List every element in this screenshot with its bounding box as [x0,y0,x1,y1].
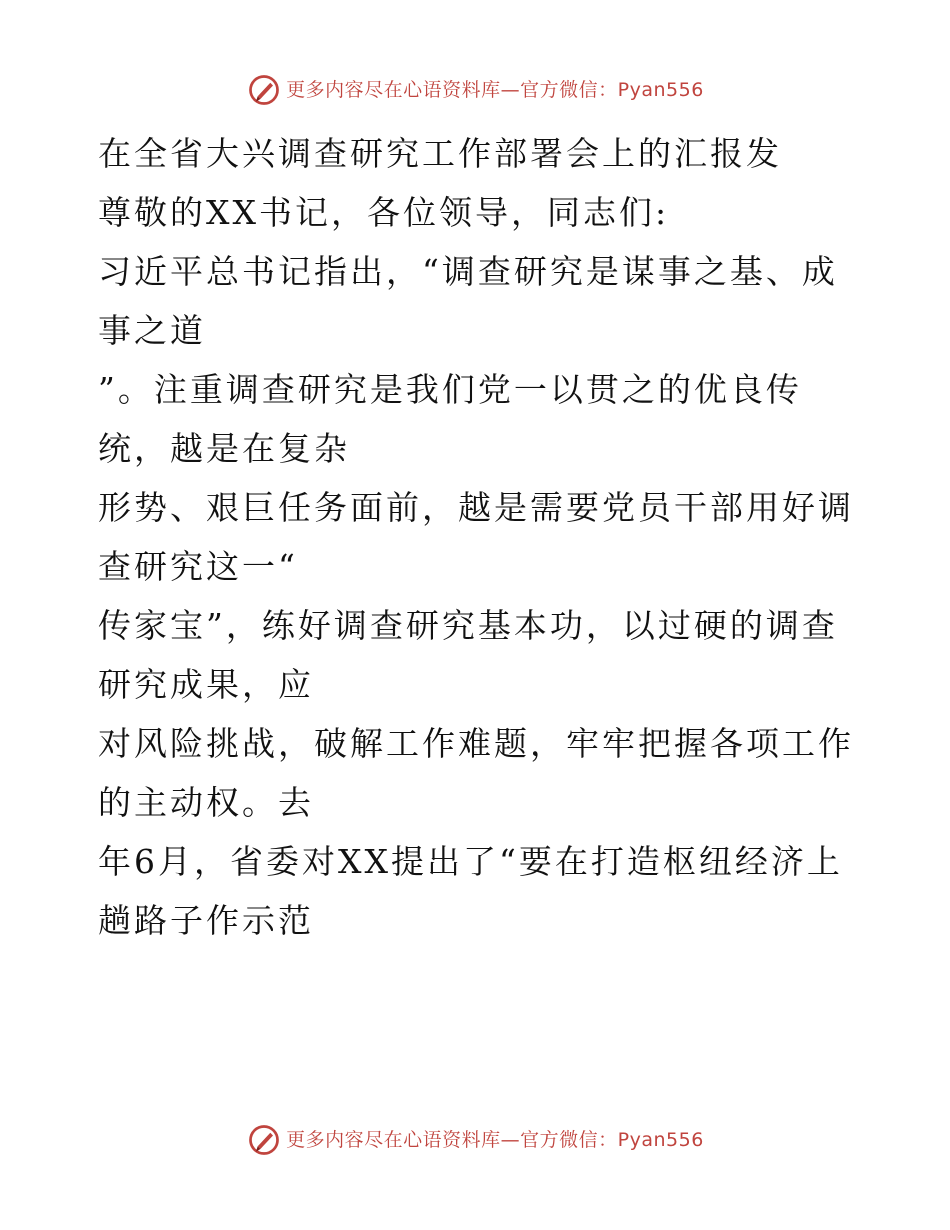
body-line: 形势、艰巨任务面前，越是需要党员干部用好调 [98,488,854,527]
body-line: 的主动权。去 [98,783,314,822]
watermark-text: 更多内容尽在心语资料库—官方微信：Pyan556 [286,78,704,101]
body-line: 查研究这一“ [98,547,298,586]
title-line: 在全省大兴调查研究工作部署会上的汇报发 [98,134,782,173]
body-line: 传家宝”，练好调查研究基本功，以过硬的调查 [98,606,838,645]
body-line: 对风险挑战，破解工作难题，牢牢把握各项工作 [98,724,854,763]
body-line: 年6月，省委对XX提出了“要在打造枢纽经济上 [98,842,843,881]
footer-watermark [0,1120,950,1160]
pen-logo-icon [246,72,282,108]
salutation-line: 尊敬的XX书记，各位领导，同志们: [98,193,670,232]
body-line: 事之道 [98,311,206,350]
watermark-text: 更多内容尽在心语资料库—官方微信：Pyan556 [286,1128,704,1151]
header-watermark [0,70,950,110]
body-line: ”。注重调查研究是我们党一以贯之的优良传 [98,370,802,409]
body-line: 习近平总书记指出，“调查研究是谋事之基、成 [98,252,838,291]
pen-logo-icon [246,1122,282,1158]
document-body [98,124,854,950]
body-line: 统，越是在复杂 [98,429,350,468]
body-line: 趟路子作示范 [98,901,314,940]
body-line: 研究成果，应 [98,665,314,704]
